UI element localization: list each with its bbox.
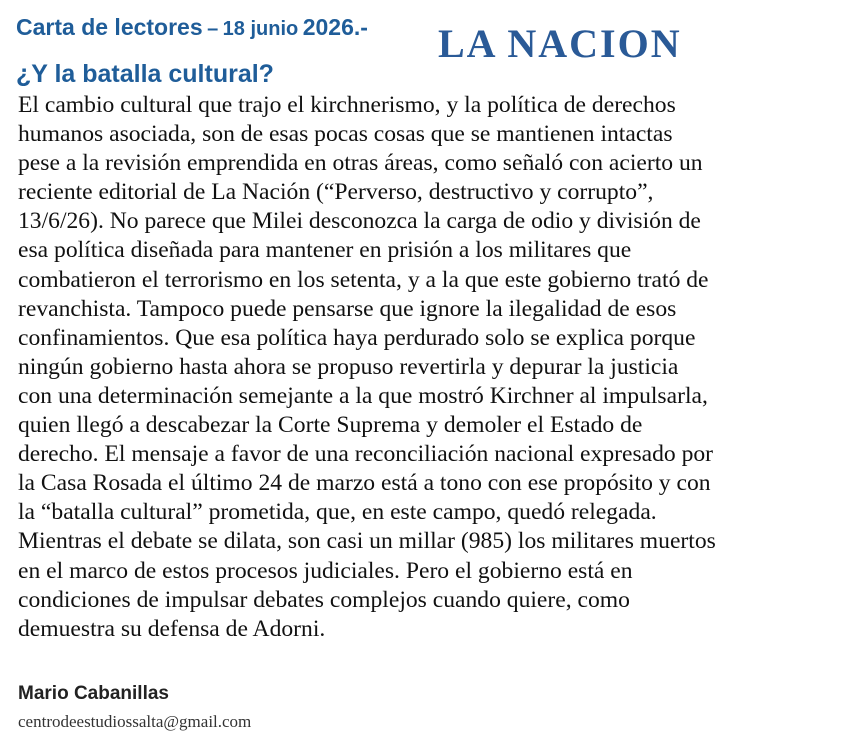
date-text: 18 junio [222, 18, 299, 40]
letter-header [16, 14, 856, 94]
date-separator: – [207, 18, 219, 40]
letter-body-line: con una determinación semejante a la que mostró Kirchner al impulsarla, [18, 382, 708, 409]
letter-body-line: Mientras el debate se dilata, son casi un millar (985) los militares muertos [18, 528, 716, 555]
letter-body-line: reciente editorial de La Nación (“Perverso, destructivo y corrupto”, [18, 179, 654, 206]
letter-body-line: humanos asociada, son de esas pocas cosas que se mantienen intactas [18, 121, 673, 148]
letter-body-line: condiciones de impulsar debates complejos cuando quiere, como [18, 586, 630, 613]
date-year: 2026.- [302, 14, 368, 40]
section-date-line [16, 14, 368, 41]
letter-body-line: ningún gobierno hasta ahora se propuso revertirla y depurar la justicia [18, 353, 679, 380]
letter-body-line: combatieron el terrorismo en los setenta, y a la que este gobierno trató de [18, 266, 709, 293]
author-email: centrodeestudiossalta@gmail.com [18, 712, 252, 731]
letter-headline: ¿Y la batalla cultural? [16, 60, 274, 88]
letter-body-line: la “batalla cultural” prometida, que, en este campo, quedó relegada. [18, 499, 657, 526]
letter-body-line: quien llegó a descabezar la Corte Suprema y demoler el Estado de [18, 412, 643, 439]
letter-body [18, 91, 860, 644]
author-name: Mario Cabanillas [18, 683, 169, 704]
letter-body-line: esa política diseñada para mantener en prisión a los militares que [18, 237, 632, 264]
letter-body-line: 13/6/26). No parece que Milei desconozca la carga de odio y división de [18, 208, 701, 235]
section-label: Carta de lectores [16, 14, 203, 40]
letter-body-line: confinamientos. Que esa política haya perdurado solo se explica porque [18, 324, 696, 351]
letter-body-line: demuestra su defensa de Adorni. [18, 615, 326, 642]
la-nacion-logo: LA NACION [438, 21, 682, 66]
letter-body-line: El cambio cultural que trajo el kirchnerismo, y la política de derechos [18, 92, 676, 118]
letter-body-line: en el marco de estos procesos judiciales. Pero el gobierno está en [18, 557, 633, 584]
letter-body-line: derecho. El mensaje a favor de una reconciliación nacional expresado por [18, 441, 714, 468]
letter-body-line: revanchista. Tampoco puede pensarse que ignore la ilegalidad de esos [18, 295, 677, 322]
letter-body-line: pese a la revisión emprendida en otras áreas, como señaló con acierto un [18, 150, 703, 177]
letter-body-line: la Casa Rosada el último 24 de marzo está a tono con ese propósito y con [18, 470, 711, 497]
